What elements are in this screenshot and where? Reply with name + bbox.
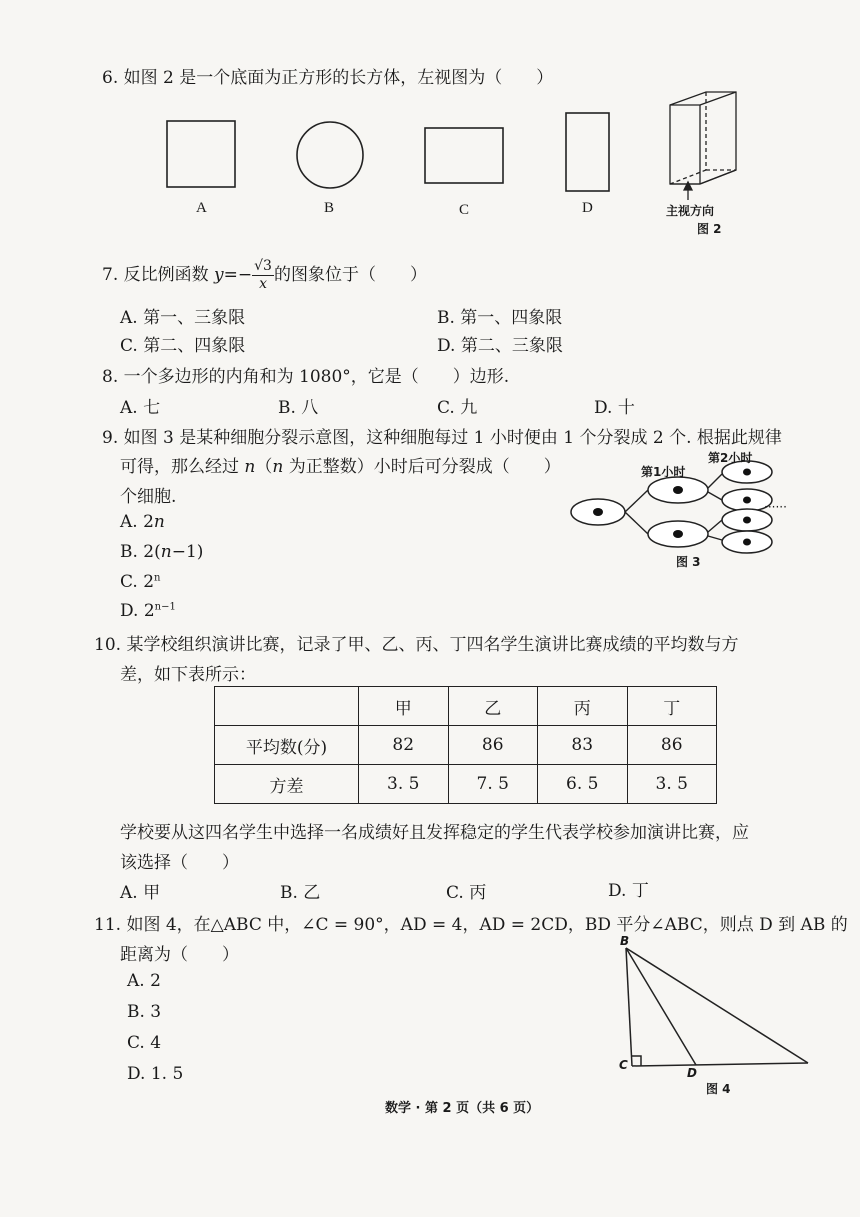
figure-4-caption: 图 4 <box>706 1082 731 1096</box>
side-bc <box>626 948 632 1066</box>
hour-1-label: 第1小时 <box>641 465 686 479</box>
point-c-label: C <box>619 1058 628 1072</box>
q7-option-d: D. 第二、三象限 <box>437 336 563 356</box>
table-header-cell: 甲 <box>359 687 449 726</box>
q6-option-a-label: A <box>196 200 207 216</box>
side-ca <box>632 1063 808 1066</box>
q9-option-b-prefix: B. 2( <box>120 542 161 562</box>
q11-option-d: D. 1. 5 <box>127 1064 184 1084</box>
ellipsis: ······ <box>764 500 787 514</box>
view-direction-label: 主视方向 <box>666 204 715 218</box>
figure-2-caption: 图 2 <box>697 222 722 236</box>
q6-option-d-label: D <box>582 200 593 216</box>
right-angle-mark <box>632 1056 641 1066</box>
q11-stem-line2: 距离为（ ） <box>120 945 239 965</box>
bisector-bd <box>626 948 696 1065</box>
table-cell: 86 <box>448 726 538 765</box>
q9-stem-line2-b: （ <box>255 457 273 477</box>
q11-option-a: A. 2 <box>127 971 161 991</box>
q10-option-b: B. 乙 <box>280 883 321 903</box>
q11-stem-line1: 11. 如图 4，在△ABC 中，∠C = 90°，AD = 4，AD = 2CD，BD 平分∠ABC，则点 D 到 AB 的 <box>94 915 848 935</box>
q6-option-b-label: B <box>324 200 335 216</box>
table-row-header: 平均数(分) <box>215 726 359 765</box>
q8-stem: 8. 一个多边形的内角和为 1080°，它是（ ）边形. <box>102 367 510 387</box>
q8-option-d: D. 十 <box>594 398 635 418</box>
q9-option-a-var: n <box>153 512 165 532</box>
table-cell: 3. 5 <box>627 765 717 804</box>
q10-stem-line1: 10. 某学校组织演讲比赛，记录了甲、乙、丙、丁四名学生演讲比赛成绩的平均数与方 <box>94 635 739 655</box>
table-cell: 83 <box>538 726 628 765</box>
q10-stem-line2: 差，如下表所示： <box>120 665 256 685</box>
table-cell: 6. 5 <box>538 765 628 804</box>
q9-option-d-prefix: D. 2 <box>120 601 155 621</box>
q9-option-b-var: n <box>160 542 172 562</box>
table-cell: 7. 5 <box>448 765 538 804</box>
table-cell: 3. 5 <box>359 765 449 804</box>
table-cell: 86 <box>627 726 717 765</box>
side-ab <box>626 948 808 1063</box>
q7-option-a: A. 第一、三象限 <box>120 308 246 328</box>
point-d-label: D <box>687 1066 697 1080</box>
q10-stem-line4: 该选择（ ） <box>120 853 239 873</box>
q11-option-c: C. 4 <box>127 1033 162 1053</box>
q7-eq: =− <box>223 265 253 285</box>
table-header-cell: 丙 <box>538 687 628 726</box>
q9-option-d-sup: n−1 <box>154 601 176 613</box>
q7-option-b: B. 第一、四象限 <box>437 308 563 328</box>
q9-option-a-prefix: A. 2 <box>120 512 154 532</box>
table-header-cell: 乙 <box>448 687 538 726</box>
q7-numerator: √3 <box>254 258 272 274</box>
q9-option-c-prefix: C. 2 <box>120 572 155 592</box>
q9-stem-line2-a: 可得，那么经过 <box>120 457 245 477</box>
point-b-label: B <box>620 934 630 948</box>
page-footer: 数学 · 第 2 页（共 6 页） <box>385 1101 540 1116</box>
q7-stem-suffix: 的图象位于（ ） <box>273 265 427 285</box>
q8-option-a: A. 七 <box>120 398 161 418</box>
q10-option-d: D. 丁 <box>608 881 649 901</box>
q7-stem-prefix: 7. 反比例函数 <box>102 265 215 285</box>
table-cell: 82 <box>359 726 449 765</box>
q7-option-c: C. 第二、四象限 <box>120 336 246 356</box>
figure-3-caption: 图 3 <box>676 555 701 569</box>
q9-option-c-sup: n <box>154 572 161 584</box>
q8-option-b: B. 八 <box>278 398 319 418</box>
q9-stem-line2-c: 为正整数）小时后可分裂成（ ） <box>283 457 561 477</box>
q9-n: n <box>244 457 256 477</box>
q9-option-b-suffix: −1) <box>171 542 204 562</box>
q11-option-b: B. 3 <box>127 1002 162 1022</box>
table-header-cell: 丁 <box>627 687 717 726</box>
table-row-header: 方差 <box>215 765 359 804</box>
q8-option-c: C. 九 <box>437 398 478 418</box>
q6-option-c-label: C <box>459 202 470 218</box>
q7-y: y <box>214 265 224 285</box>
q7-denominator: x <box>259 276 267 292</box>
q10-stem-line3: 学校要从这四名学生中选择一名成绩好且发挥稳定的学生代表学校参加演讲比赛，应 <box>120 823 749 843</box>
q9-stem-line1: 9. 如图 3 是某种细胞分裂示意图，这种细胞每过 1 小时便由 1 个分裂成 2 个. 根据此规律 <box>102 428 782 448</box>
hour-2-label: 第2小时 <box>708 451 753 465</box>
q10-option-c: C. 丙 <box>446 883 487 903</box>
q9-stem-line3: 个细胞. <box>120 487 177 507</box>
q6-stem: 6. 如图 2 是一个底面为正方形的长方体，左视图为（ ） <box>102 68 554 88</box>
q10-option-a: A. 甲 <box>120 883 161 903</box>
q9-n2: n <box>272 457 284 477</box>
